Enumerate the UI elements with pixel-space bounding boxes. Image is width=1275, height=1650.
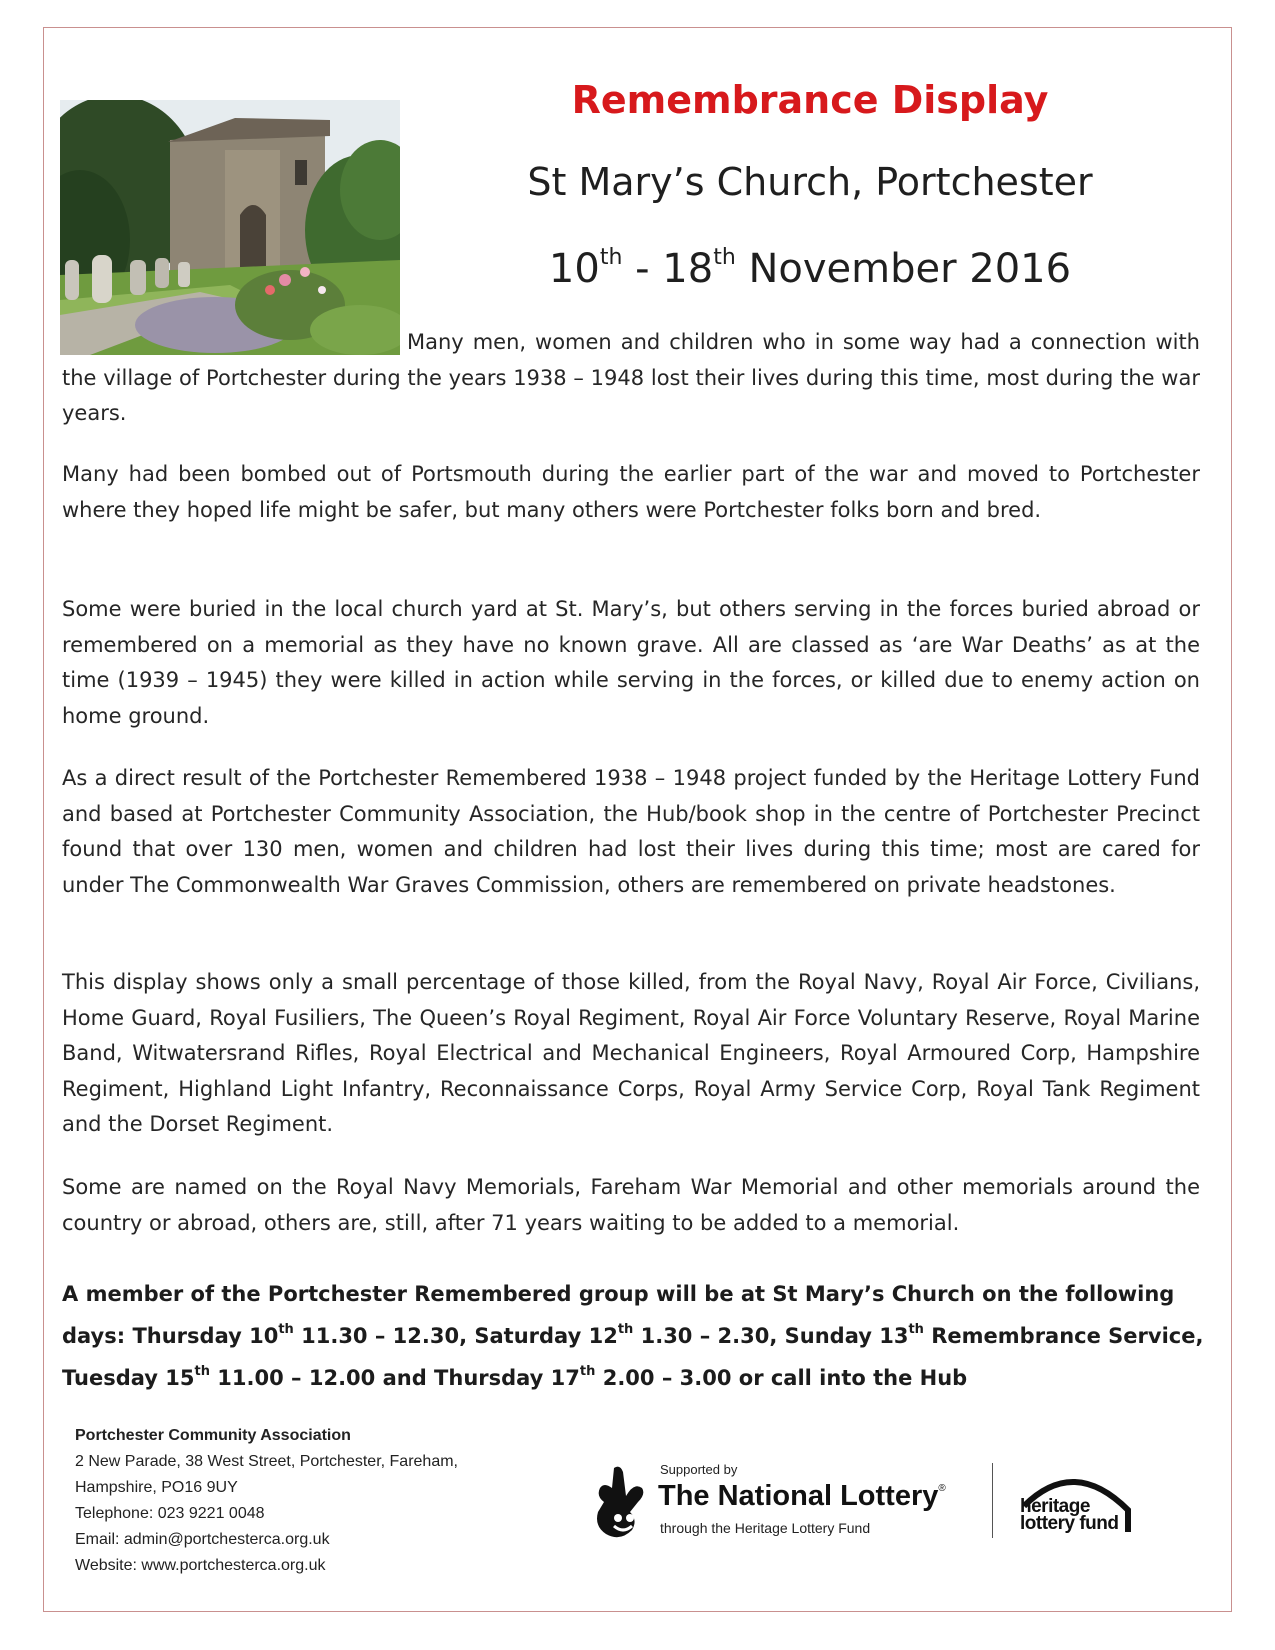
paragraph-buried: Some were buried in the local church yard at St. Mary’s, but others serving in the forces buried abroad or remembered on a memorial as they have no known grave. All are classed as ‘are War Deaths’ as at the time (1939 – 1945) they were killed in action while serving in the forces, or killed due to enemy action on home ground. [62,597,1200,728]
date-month-year: November 2016 [735,246,1072,292]
email-address[interactable]: Email: admin@portchesterca.org.uk [75,1531,330,1548]
heritage-lottery-fund-logo [1020,1498,1119,1532]
address-line-2: Hampshire, PO16 9UY [75,1479,238,1496]
contact-block [75,1423,458,1579]
display-title: Remembrance Display [571,78,1049,122]
registered-mark: ® [938,1483,946,1494]
paragraph-memorials: Some are named on the Royal Navy Memorials, Fareham War Memorial and other memorials around the country or abroad, others are, still, after 71 years waiting to be added to a memorial. [62,1175,1200,1235]
notice-text: Remembrance Service, Tuesday 15 [62,1324,1204,1390]
notice-text: 2.00 – 3.00 or call into the Hub [595,1366,968,1390]
notice-suffix: th [579,1364,596,1379]
supported-by-label: Supported by [660,1462,738,1477]
date-end-suffix: th [713,245,736,270]
hlf-line-1: heritage [1020,1496,1090,1517]
notice-text: 11.30 – 12.30, Saturday 12 [293,1324,618,1348]
hlf-line-2: lottery fund [1020,1513,1119,1534]
notice-text: A member of the Portchester Remembered group will be at St Mary’s Church on the following days: Thursday 10 [62,1282,1175,1348]
logo-divider [992,1463,993,1538]
paragraph-regiments: This display shows only a small percentage of those killed, from the Royal Navy, Royal Air Force, Civilians, Home Guard, Royal Fusiliers, The Queen’s Royal Regiment, Royal Air Force Voluntary Reserve, Royal Marine Band, Witwatersrand Rifles, Royal Electrical and Mechanical Engineers, Royal Armoured Corp, Hampshire Regiment, Highland Light Infantry, Reconnaissance Corps, Royal Army Service Corp, Royal Tank Regiment and the Dorset Regiment. [62,970,1200,1136]
attendance-notice [62,1273,1212,1399]
date-heading [430,245,1190,292]
through-hlf-label: through the Heritage Lottery Fund [660,1520,871,1536]
paragraph-intro: Many men, women and children who in some way had a connection with the village of Portchester during the years 1938 – 1948 lost their lives during this time, most during the war years. [62,330,1200,425]
church-photo [60,100,400,355]
telephone: Telephone: 023 9221 0048 [75,1505,265,1522]
notice-suffix: th [908,1322,924,1337]
paragraph-project: As a direct result of the Portchester Remembered 1938 – 1948 project funded by the Heritage Lottery Fund and based at Portchester Community Association, the Hub/book shop in the centre of Portchester Precinct found that over 130 men, women and children had lost their lives during this time; most are cared for under The Commonwealth War Graves Commission, others are remembered on private headstones. [62,766,1200,897]
website-address[interactable]: Website: www.portchesterca.org.uk [75,1557,326,1574]
paragraph-bombed: Many had been bombed out of Portsmouth during the earlier part of the war and moved to Portchester where they hoped life might be safer, but many others were Portchester folks born and bred. [62,462,1200,522]
venue-heading: St Mary’s Church, Portchester [527,160,1093,204]
date-end: 18 [662,246,714,292]
national-lottery-name [658,1480,946,1513]
notice-suffix: th [278,1322,294,1337]
date-start: 10 [548,246,600,292]
organisation-name: Portchester Community Association [75,1427,351,1444]
funder-logos [590,1458,1150,1568]
date-separator: - [622,246,663,292]
address-line-1: 2 New Parade, 38 West Street, Portchester, Fareham, [75,1453,458,1470]
national-lottery-text: The National Lottery [658,1480,939,1512]
notice-suffix: th [194,1364,210,1379]
notice-text: 1.30 – 2.30, Sunday 13 [633,1324,909,1348]
lottery-crossed-fingers-icon [590,1462,650,1542]
date-start-suffix: th [599,245,623,270]
notice-suffix: th [617,1322,634,1337]
notice-text: 11.00 – 12.00 and Thursday 17 [209,1366,580,1390]
